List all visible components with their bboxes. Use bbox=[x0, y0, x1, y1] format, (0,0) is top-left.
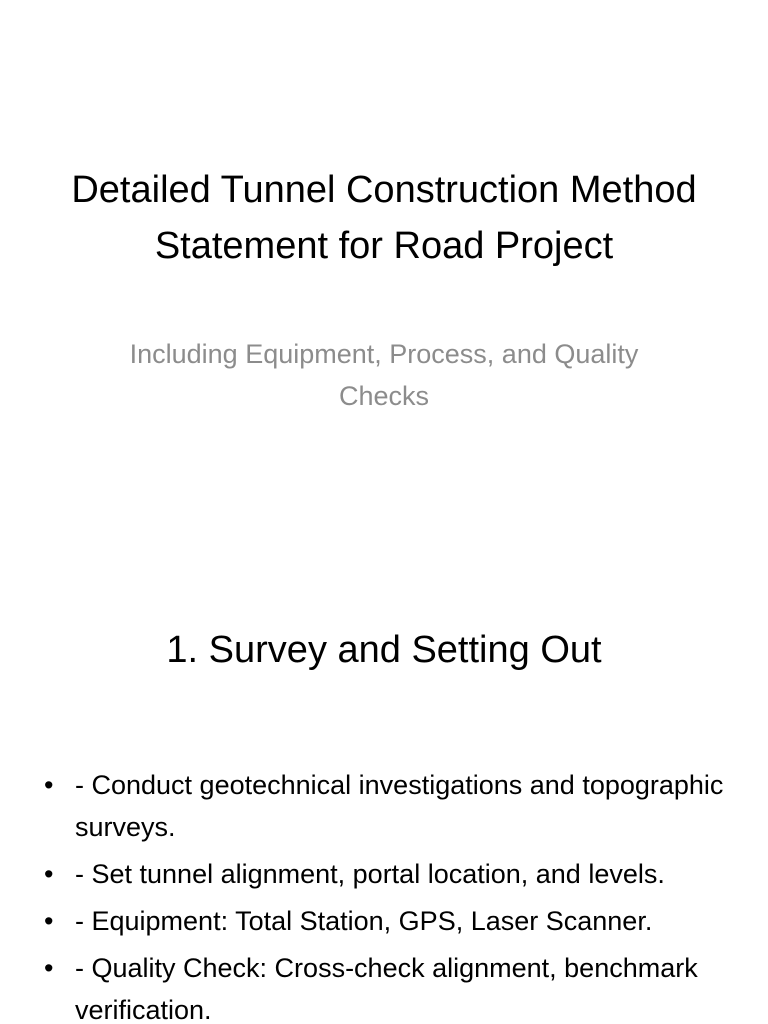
bullet-item bbox=[40, 853, 740, 895]
bullet-list bbox=[40, 764, 740, 1024]
bullet-text: - Conduct geotechnical investigations and topographic surveys. bbox=[75, 770, 724, 842]
bullet-dot-icon: • bbox=[44, 906, 54, 936]
bullet-item bbox=[40, 900, 740, 942]
bullet-dot-icon: • bbox=[44, 859, 54, 889]
slide-title: Detailed Tunnel Construction Method Statement for Road Project bbox=[71, 169, 697, 267]
section-title: 1. Survey and Setting Out bbox=[166, 629, 602, 671]
bullet-text: - Set tunnel alignment, portal location, and levels. bbox=[75, 859, 665, 889]
bullet-dot-icon: • bbox=[44, 770, 54, 800]
bullet-dot-icon: • bbox=[44, 953, 54, 983]
bullet-item bbox=[40, 947, 740, 1024]
slide-subtitle: Including Equipment, Process, and Quality Checks bbox=[129, 339, 639, 411]
bullet-text: - Equipment: Total Station, GPS, Laser Scanner. bbox=[75, 906, 653, 936]
bullet-text: - Quality Check: Cross-check alignment, benchmark verification. bbox=[75, 953, 698, 1024]
bullet-item bbox=[40, 764, 740, 848]
